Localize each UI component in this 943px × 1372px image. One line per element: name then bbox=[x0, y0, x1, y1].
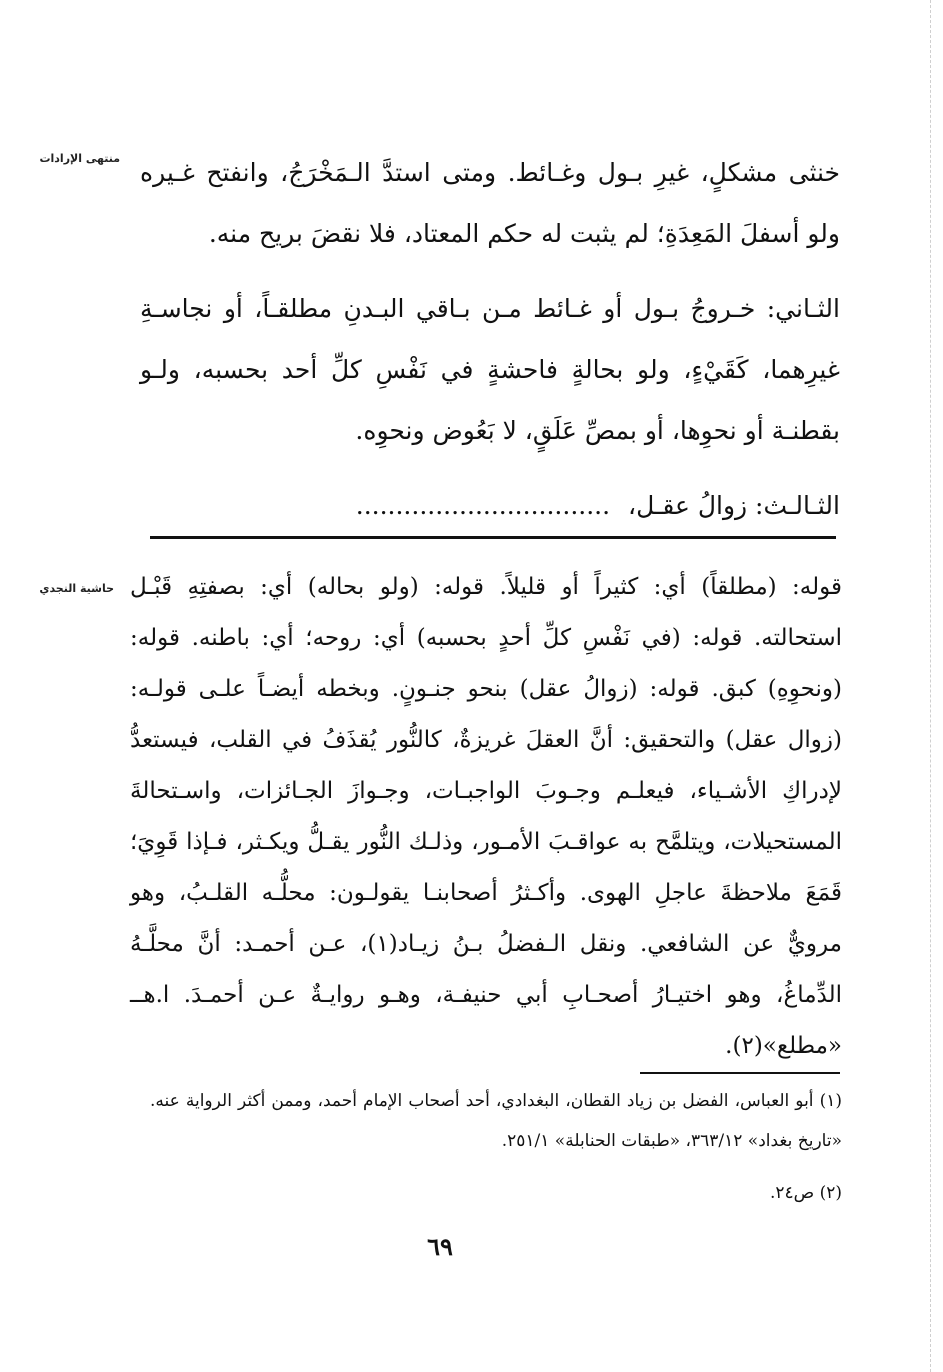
main-paragraph-3 bbox=[140, 475, 840, 536]
main-paragraph-1: خنثى مشكلٍ، غيرِ بـول وغـائط. ومتى استدَّ الـمَخْرَجُ، وانفتح غـيره ولو أسفلَ المَعِدَةِ؛ لم يثبت له حكم المعتاد، فلا نقضَ بريح منه. bbox=[140, 158, 840, 248]
main-paragraph-3-ellipsis: ................................ bbox=[355, 491, 611, 520]
main-paragraph-3-text: الثـالـث: زوالُ عقـل، bbox=[628, 491, 840, 520]
footnote-1: (١) أبو العباس، الفضل بن زياد القطان، البغدادي، أحد أصحاب الإمام أحمد، وممن أكثر الرواية عنه. «تاريخ بغداد» ٣٦٣/١٢، «طبقات الحنابلة» ٢٥١/١. bbox=[150, 1091, 842, 1151]
book-title-margin-label: منتهى الإرادات bbox=[39, 152, 120, 165]
scan-edge-line bbox=[930, 0, 931, 1372]
commentary-title-margin-label: حاشية النجدي bbox=[39, 582, 114, 595]
page-number: ٦٩ bbox=[427, 1232, 453, 1261]
commentary-text-block bbox=[130, 562, 842, 1072]
main-text-block bbox=[140, 142, 840, 550]
commentary-paragraph: قوله: (مطلقاً) أي: كثيراً أو قليلاً. قوله: (ولو بحاله) أي: بصفتِهِ قَبْـل استحالته. قوله: (في نَفْسِ كلِّ أحدٍ بحسبه) أي: روحه؛ أي: باطنه. قوله: (ونحوِهِ) كبق. قوله: (زوالُ عقل) بنحو جنـونٍ. وبخطه أيضـاً علـى قولـه: (زوال عقل) والتحقيق: أنَّ العقلَ غريزةٌ، كالنُّور يُقذَفُ في القلب، فيستعدُّ لإدراكِ الأشـياء، فيعلـم وجـوبَ الواجبـات، وجـوازَ الجـائزات، واسـتحالةَ المستحيلات، ويتلمَّح به عواقـبَ الأمـور، وذلـك النُّور يقـلُّ ويكـثر، فـإذا قَوِيَ؛ قَمَعَ ملاحظةَ عاجلِ الهوى. وأكـثرُ أصحابنـا يقولـون: محلُّـه القلـبُ، وهو مرويٌّ عن الشافعي. ونقل الـفضلُ بـنُ زيـاد(١)، عـن أحمـد: أنَّ محلَّـهُ الدِّماغُ، وهو اختيـارُ أصحـابِ أبي حنيفـة، وهـو روايـةٌ عـن أحمـدَ. ا.هــ «مطلع»(٢). bbox=[130, 574, 842, 1059]
section-separator-rule bbox=[150, 536, 836, 539]
footnote-rule bbox=[640, 1072, 840, 1074]
footnotes-block bbox=[150, 1081, 842, 1213]
main-paragraph-2: الثـاني: خـروجُ بـول أو غـائط مـن بـاقي البـدنِ مطلقـاً، أو نجاسـةِ غيرِهما، كَقَيْءٍ، ولو بحالةٍ فاحشةٍ في نَفْسِ كلِّ أحد بحسبه، ولـو بقطنـة أو نحوِها، أو بمصِّ عَلَقٍ، لا بَعُوض ونحوِه. bbox=[140, 294, 840, 445]
footnote-2: (٢) ص٢٤. bbox=[769, 1183, 842, 1203]
